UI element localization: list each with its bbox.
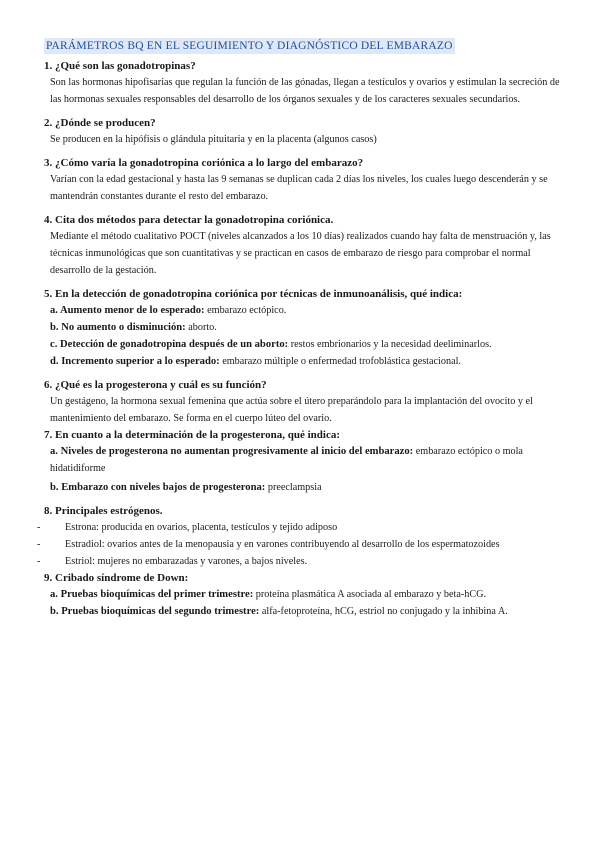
estrogen-estrona: Estrona: producida en ovarios, placenta, testículos y tejido adiposo xyxy=(65,522,338,533)
document-title: PARÁMETROS BQ EN EL SEGUIMIENTO Y DIAGNÓSTICO DEL EMBARAZO xyxy=(46,40,453,52)
answer-3: Varían con la edad gestacional y hasta las 9 semanas se duplican cada 2 días los niveles, los cuales luego descenderán y se mantendrán constantes durante el resto del embarazo. xyxy=(50,174,548,202)
answer-5c-text: restos embrionarios y la necesidad deeliminarlos. xyxy=(288,339,492,350)
bullet-dash: - xyxy=(37,522,41,533)
question-3: 3. ¿Cómo varía la gonadotropina coriónica a lo largo del embarazo? xyxy=(44,157,364,169)
answer-5b xyxy=(50,319,564,336)
answer-9a-label: a. Pruebas bioquímicas del primer trimestre: xyxy=(50,589,254,600)
answer-9b xyxy=(50,603,564,620)
question-7: 7. En cuanto a la determinación de la progesterona, qué indica: xyxy=(44,429,340,441)
answer-5c-label: c. Detección de gonadotropina después de un aborto: xyxy=(50,339,289,350)
answer-5d-label: d. Incremento superior a lo esperado: xyxy=(50,356,220,367)
list-item xyxy=(37,536,564,553)
answer-5d-text: embarazo múltiple o enfermedad trofoblástica gestacional. xyxy=(219,356,461,367)
answer-2: Se producen en la hipófisis o glándula pituitaria y en la placenta (algunos casos) xyxy=(50,134,377,145)
answer-7b xyxy=(50,479,564,496)
question-4: 4. Cita dos métodos para detectar la gonadotropina coriónica. xyxy=(44,214,334,226)
answer-7a xyxy=(50,443,564,477)
answer-5a-label: a. Aumento menor de lo esperado: xyxy=(50,305,205,316)
answer-5d xyxy=(50,353,564,370)
answer-7b-label: b. Embarazo con niveles bajos de progesterona: xyxy=(50,482,266,493)
answer-9b-label: b. Pruebas bioquímicas del segundo trimestre: xyxy=(50,606,260,617)
question-2: 2. ¿Dónde se producen? xyxy=(44,117,156,129)
bullet-dash: - xyxy=(37,539,41,550)
question-6: 6. ¿Qué es la progesterona y cuál es su función? xyxy=(44,379,267,391)
answer-4: Mediante el método cualitativo POCT (niveles alcanzados a los 10 días) realizados cuando hay falta de menstruación y, las técnicas inmunológicas que son cuantitativas y se practican en casos de embarazo de riesgo para comprobar el normal desarrollo de la gestación. xyxy=(50,231,551,276)
question-8: 8. Principales estrógenos. xyxy=(44,505,163,517)
answer-7a-text: embarazo ectópico o mola hidatidiforme xyxy=(50,446,523,474)
answer-5b-text: aborto. xyxy=(185,322,217,333)
answer-9b-text: alfa-fetoproteína, hCG, estriol no conjugado y la inhibina A. xyxy=(259,606,508,617)
answer-5a xyxy=(50,302,564,319)
estrogen-estradiol: Estradiol: ovarios antes de la menopausia y en varones contribuyendo al desarrollo de los espermatozoides xyxy=(65,539,500,550)
question-5: 5. En la detección de gonadotropina coriónica por técnicas de inmunoanálisis, qué indica: xyxy=(44,288,463,300)
estrogen-estriol: Estriol: mujeres no embarazadas y varones, a bajos niveles. xyxy=(65,556,308,567)
list-item xyxy=(37,553,564,570)
answer-1: Son las hormonas hipofisarias que regulan la función de las gónadas, llegan a testículos y ovarios y estimulan la secreción de las hormonas sexuales responsables del desarrollo de los órganos sexuales y de los caracteres sexuales secundarios. xyxy=(50,77,560,105)
question-9: 9. Cribado síndrome de Down: xyxy=(44,572,189,584)
answer-9a xyxy=(50,586,564,603)
list-item xyxy=(37,519,564,536)
answer-5a-text: embarazo ectópico. xyxy=(204,305,287,316)
answer-9a-text: proteína plasmática A asociada al embarazo y beta-hCG. xyxy=(253,589,487,600)
answer-7a-label: a. Niveles de progesterona no aumentan progresivamente al inicio del embarazo: xyxy=(50,446,414,457)
answer-6: Un gestágeno, la hormona sexual femenina que actúa sobre el útero preparándolo para la implantación del ovocito y el mantenimiento del embarazo. Se forma en el cuerpo lúteo del ovario. xyxy=(50,396,533,424)
answer-7b-text: preeclampsia xyxy=(265,482,322,493)
question-1: 1. ¿Qué son las gonadotropinas? xyxy=(44,60,196,72)
answer-5c xyxy=(50,336,564,353)
document-page xyxy=(37,36,564,620)
answer-5b-label: b. No aumento o disminución: xyxy=(50,322,186,333)
bullet-dash: - xyxy=(37,556,41,567)
